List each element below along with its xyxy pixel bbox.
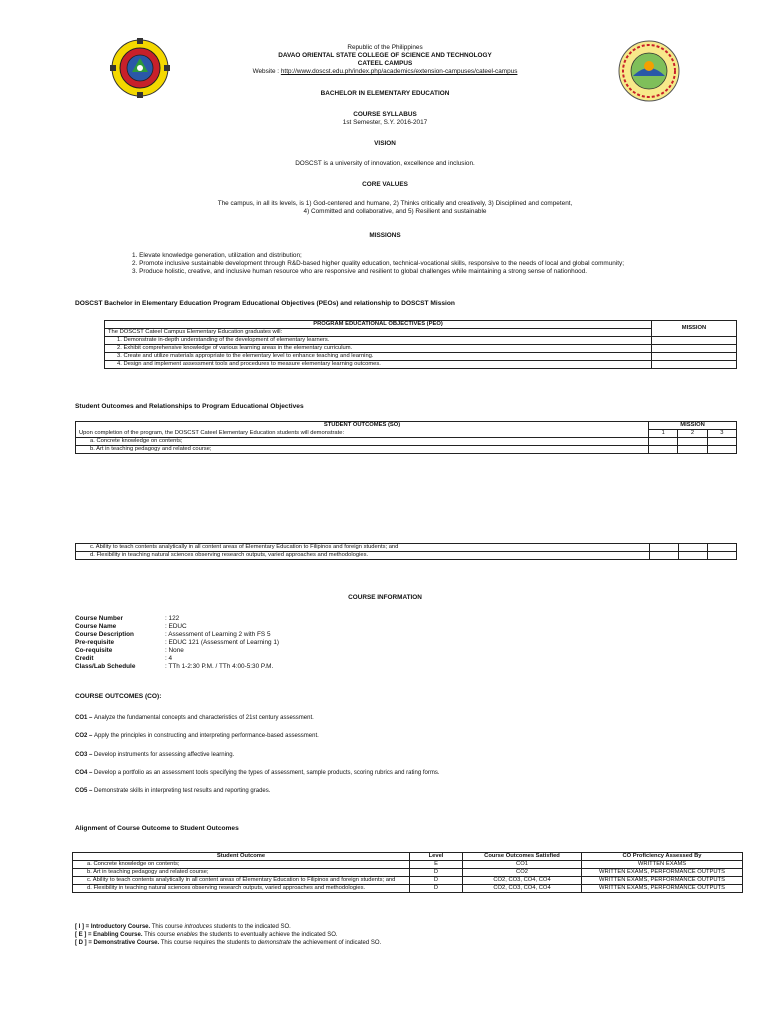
so-mission-cell: [678, 446, 707, 454]
course-info-value: : 4: [165, 655, 173, 662]
course-info-label: Pre-requisite: [75, 639, 115, 646]
so-mission-cell: [679, 552, 708, 560]
legend-pre: This course requires the students to: [159, 939, 258, 946]
course-info-value: : 122: [165, 615, 180, 622]
mission-num: 1: [649, 430, 678, 438]
co-item-3: [75, 751, 735, 759]
so-mission-cell: [708, 552, 737, 560]
missions-title: MISSIONS: [369, 232, 401, 239]
co-text: Demonstrate skills in interpreting test results and reporting grades.: [94, 788, 271, 794]
legend-item: [75, 924, 735, 932]
peo-mission-cell: [652, 353, 737, 361]
co-code: CO2 –: [75, 733, 95, 739]
co-item-5: [75, 787, 735, 795]
alignment-assessed: WRITTEN EXAMS: [582, 861, 743, 869]
missions-list: [132, 252, 732, 276]
left-logo: [106, 38, 172, 98]
alignment-outcome: a. Concrete knowledge on contents;: [73, 861, 410, 869]
semester: 1st Semester, S.Y. 2016-2017: [342, 119, 428, 126]
co-code: CO3 –: [75, 752, 95, 758]
legend-post: the students to eventually achieve the indicated SO.: [197, 931, 338, 938]
alignment-outcome: c. Ability to teach contents analytically in all content areas of Elementary Education to Filipinos and foreign students; and: [73, 877, 410, 885]
alignment-header: Level: [410, 853, 463, 861]
co-text: Develop a portfolio as an assessment tools specifying the types of assessment, sample products, scoring rubrics and rating forms.: [94, 770, 440, 776]
peo-item: 3. Create and utilize materials appropriate to the elementary level to enhance teaching and learning.: [105, 353, 652, 361]
program-title: BACHELOR IN ELEMENTARY EDUCATION: [320, 90, 450, 97]
website-link[interactable]: http://www.doscst.edu.ph/index.php/academics/extension-campuses/cateel-campus: [280, 68, 518, 75]
course-info-label: Co-requisite: [75, 647, 113, 654]
core-values-line-2: 4) Committed and collaborative, and 5) Resilient and sustainable: [303, 208, 487, 215]
so-mission-cell: [708, 544, 737, 552]
peo-section-title: DOSCST Bachelor in Elementary Education Program Educational Objectives (PEOs) and relationship to DOSCST Mission: [75, 300, 455, 307]
header-college: DAVAO ORIENTAL STATE COLLEGE OF SCIENCE AND TECHNOLOGY: [278, 52, 492, 59]
right-logo: [618, 40, 680, 102]
peo-mission-cell: [652, 345, 737, 353]
course-info-row: [75, 623, 475, 631]
alignment-level: D: [410, 877, 463, 885]
so-table-top: [75, 421, 737, 454]
alignment-level: D: [410, 869, 463, 877]
co-text: Develop instruments for assessing affective learning.: [94, 752, 235, 758]
legend-emphasis: demonstrate: [257, 939, 292, 946]
course-info-row: [75, 655, 475, 663]
alignment-section-title: Alignment of Course Outcome to Student Outcomes: [75, 825, 239, 832]
so-item: c. Ability to teach contents analytically in all content areas of Elementary Education to Filipinos and foreign students; and: [76, 544, 650, 552]
header-campus: CATEEL CAMPUS: [357, 60, 413, 67]
so-mission-header: MISSION: [649, 422, 737, 430]
alignment-cos: CO2: [463, 869, 582, 877]
legend-tag: [ D ] = Demonstrative Course.: [75, 939, 160, 946]
alignment-cos: CO1: [463, 861, 582, 869]
legend-emphasis: introduces: [184, 924, 213, 930]
course-info-value: : EDUC: [165, 623, 187, 630]
legend-pre: This course: [150, 924, 185, 930]
so-item: a. Concrete knowledge on contents;: [76, 438, 649, 446]
alignment-assessed: WRITTEN EXAMS, PERFORMANCE OUTPUTS: [582, 869, 743, 877]
so-item: d. Flexibility in teaching natural sciences observing research outputs, varied approaches and methodologies.: [76, 552, 650, 560]
so-section-title: Student Outcomes and Relationships to Program Educational Objectives: [75, 403, 304, 410]
mission-item: 1. Elevate knowledge generation, utilization and distribution;: [132, 252, 302, 259]
so-mission-cell: [649, 446, 678, 454]
level-legend: [75, 924, 735, 947]
peo-item: 2. Exhibit comprehensive knowledge of various learning areas in the elementary curriculum.: [105, 345, 652, 353]
so-mission-cell: [650, 552, 679, 560]
peo-mission-cell: [652, 361, 737, 369]
course-info-label: Course Number: [75, 615, 123, 622]
course-info-title: COURSE INFORMATION: [348, 594, 422, 601]
co-item-2: [75, 732, 735, 740]
so-mission-cell: [649, 438, 678, 446]
header-website: [180, 68, 590, 76]
legend-item: [75, 940, 735, 948]
vision-title: VISION: [374, 140, 396, 147]
legend-post: the achievement of indicated SO.: [291, 939, 382, 946]
course-info-value: : None: [165, 647, 184, 654]
alignment-cos: CO2, CO3, CO4, CO4: [463, 885, 582, 893]
mission-num: 3: [707, 430, 736, 438]
core-values-line-1: The campus, in all its levels, is 1) God-centered and humane, 2) Thinks critically and creatively, 3) Disciplined and competent,: [217, 200, 573, 207]
peo-mission-cell: [652, 337, 737, 345]
legend-pre: This course: [142, 931, 177, 938]
so-table-bottom: [75, 543, 737, 560]
so-mission-cell: [707, 446, 736, 454]
course-info-label: Course Name: [75, 623, 117, 630]
course-info-list: [75, 615, 475, 671]
alignment-header: CO Proficiency Assessed By: [582, 853, 743, 861]
course-info-row: [75, 639, 475, 647]
course-info-row: [75, 615, 475, 623]
co-code: CO5 –: [75, 788, 95, 794]
mission-item: 3. Produce holistic, creative, and inclusive human resource who are responsive and resilient to global challenges while maintaining a strong sense of nationhood.: [132, 268, 588, 275]
core-values-text: [100, 200, 690, 216]
course-info-row: [75, 663, 475, 671]
course-info-row: [75, 647, 475, 655]
alignment-outcome: d. Flexibility in teaching natural sciences observing research outputs, varied approaches and methodologies.: [73, 885, 410, 893]
vision-text: DOSCST is a university of innovation, excellence and inclusion.: [295, 160, 475, 167]
course-info-value: : Assessment of Learning 2 with FS 5: [165, 631, 271, 638]
so-mission-cell: [678, 438, 707, 446]
course-info-row: [75, 631, 475, 639]
co-text: Analyze the fundamental concepts and characteristics of 21st century assessment.: [94, 715, 314, 721]
peo-item: 1. Demonstrate in-depth understanding of the development of elementary learners.: [105, 337, 652, 345]
alignment-header: Student Outcome: [73, 853, 410, 861]
peo-item: 4. Design and implement assessment tools and procedures to measure elementary learning outcomes.: [105, 361, 652, 369]
co-item-1: [75, 714, 735, 722]
peo-intro: The DOSCST Cateel Campus Elementary Education graduates will:: [105, 329, 652, 337]
alignment-level: E: [410, 861, 463, 869]
alignment-cos: CO2, CO3, CO4, CO4: [463, 877, 582, 885]
alignment-level: D: [410, 885, 463, 893]
so-header: STUDENT OUTCOMES (SO): [76, 422, 649, 430]
peo-header: PROGRAM EDUCATIONAL OBJECTIVES (PEO): [105, 321, 652, 329]
course-info-label: Course Description: [75, 631, 134, 638]
co-text: Apply the principles in constructing and interpreting performance-based assessment.: [94, 733, 319, 739]
mission-item: 2. Promote inclusive sustainable development through R&D-based higher quality education, technical-vocational skills, responsive to the needs of local and global community;: [132, 260, 625, 267]
so-mission-cell: [707, 438, 736, 446]
so-intro: Upon completion of the program, the DOSCST Cateel Elementary Education students will demonstrate:: [76, 430, 649, 438]
course-info-label: Credit: [75, 655, 94, 662]
legend-tag: [ E ] = Enabling Course.: [75, 931, 143, 938]
course-info-label: Class/Lab Schedule: [75, 663, 136, 670]
legend-post: students to the indicated SO.: [212, 924, 291, 930]
course-info-value: : EDUC 121 (Assessment of Learning 1): [165, 639, 280, 646]
co-code: CO1 –: [75, 715, 95, 721]
legend-tag: [ I ] = Introductory Course.: [75, 924, 151, 930]
co-code: CO4 –: [75, 770, 95, 776]
course-outcomes-title: COURSE OUTCOMES (CO):: [75, 693, 162, 700]
legend-item: [75, 932, 735, 940]
course-info-value: : TTh 1-2:30 P.M. / TTh 4:00-5:30 P.M.: [165, 663, 274, 670]
alignment-header: Course Outcomes Satisfied: [463, 853, 582, 861]
so-mission-cell: [679, 544, 708, 552]
peo-table: [104, 320, 737, 369]
alignment-assessed: WRITTEN EXAMS, PERFORMANCE OUTPUTS: [582, 885, 743, 893]
core-values-title: CORE VALUES: [362, 181, 408, 188]
so-item: b. Art in teaching pedagogy and related course;: [76, 446, 649, 454]
co-item-4: [75, 769, 735, 777]
syllabus-title: COURSE SYLLABUS: [353, 111, 417, 118]
website-label: Website :: [252, 68, 281, 75]
so-mission-cell: [650, 544, 679, 552]
mission-header: MISSION: [652, 321, 737, 337]
mission-num: 2: [678, 430, 707, 438]
header-republic: Republic of the Philippines: [347, 44, 423, 51]
legend-emphasis: enables: [176, 931, 198, 938]
alignment-table: [72, 852, 743, 893]
alignment-assessed: WRITTEN EXAMS, PERFORMANCE OUTPUTS: [582, 877, 743, 885]
alignment-outcome: b. Art in teaching pedagogy and related course;: [73, 869, 410, 877]
